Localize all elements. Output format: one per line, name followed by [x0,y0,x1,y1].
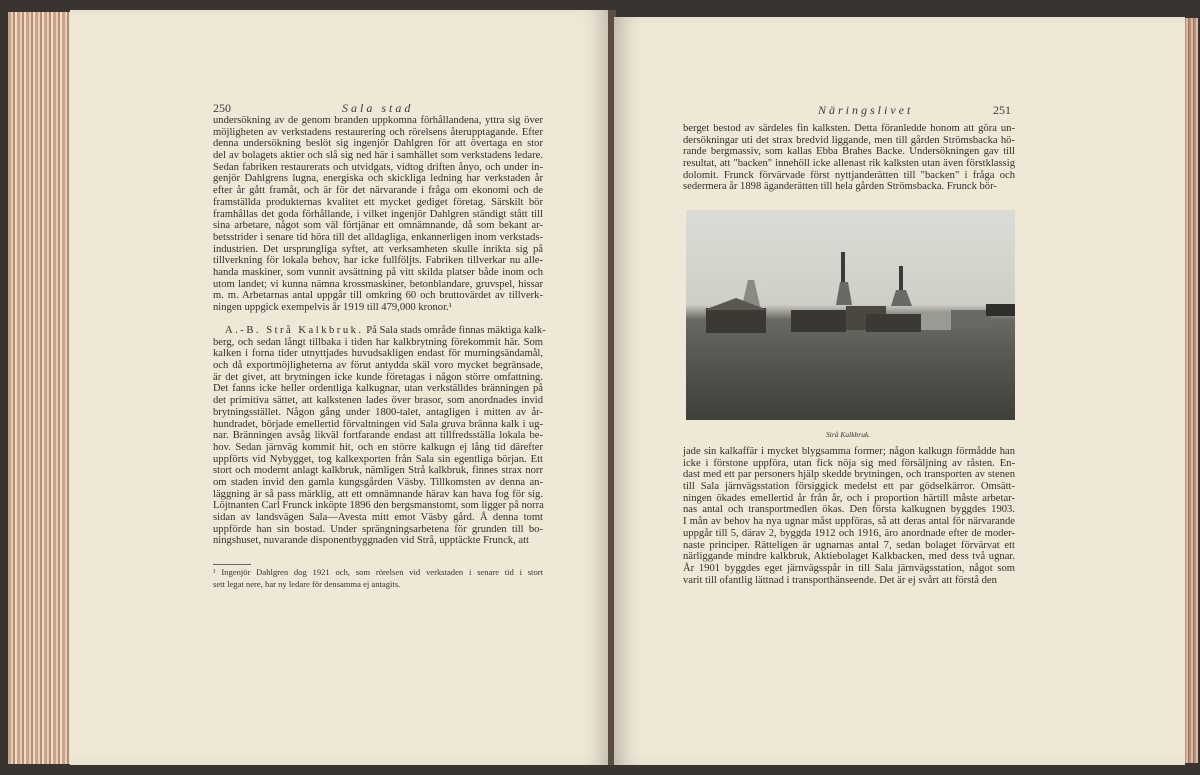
text-line: m. m. Arbetarnas antal uppgår till omkring 60 och bruttovärdet av tillverk- [213,290,543,302]
text-line: nar. Bränningen avsåg likväl fortfarande endast att tillfredsställa lokala be- [213,430,543,442]
text-line: År 1901 byggdes eget järnvägsspår in till Sala järnvägsstation, något som [683,562,1015,574]
text-line: närliggande mindre kalkbruk, Aktiebolaget Kalkbacken, med dess två ugnar. [683,551,1015,563]
text-line: stort och modernt anlagt kalkbruk, nämligen Strå kalkbruk, finnes strax norr [213,465,543,477]
paragraph [213,115,543,314]
text-line: Det fanns icke heller ordentliga kalkugnar, utan verkställdes bränningen på [213,383,543,395]
text-line: ¹ Ingenjör Dahlgren dog 1921 och, som rörelsen vid verkstaden i senare tid i stort [213,567,543,577]
text-line: om staden invid den gamla kungsgården Väsby. Tillkomsten av denna an- [213,476,543,488]
photo-caption: Strå Kalkbruk. [826,430,871,439]
page-edges-right [1184,18,1198,763]
text-line: jade sin kalkaffär i mycket blygsamma former; någon kalkugn förmådde han [683,446,1015,457]
photo-illustration [686,210,1015,420]
text-line: genjör Dahlgrens lugna, energiska och skickliga ledning har verkstaden år [213,173,543,185]
text-line: dolomit. Frunck förvärvade först nyttjanderätten till "backen" i fråga och [683,169,1015,181]
text-line: uppförde han sin bostad. Under sprängningsarbetena för grunden till bo- [213,523,543,535]
footnote [213,567,543,590]
text-line: denna undersökning beslöt sig ingenjör Dahlgren för att övertaga en stor [213,138,543,150]
text-line: naste principer. Rätteligen är ugnarnas antal 7, sedan bolaget förvärvat ett [683,539,1015,551]
page-number: 251 [993,103,1011,117]
text-line: del av bolagets aktier och slå sig ned här i samhället som verkstadens ledare. [213,150,543,162]
text-line: ningen ökades emellertid år från år, och i proportion härtill måste arbetar- [683,492,1015,504]
text-line [213,325,546,337]
text-line: dast med ett par personers hjälp skedde brytningen, och transporten av stenen [683,469,1015,481]
text-line: och då exportmöjligheterna av förut antydda skäl voro mycket begränsade, [213,360,543,372]
text-line: uppförts vid Nybygget, tog kalkexporten från Sala sin egentliga början. Ett [213,453,543,465]
text-line: efter år gått framåt, och är för det närvarande i fråga om ekonomi och de [213,185,543,197]
paragraph [683,446,1015,586]
text-line: framhållas det goda förhållande, i vilket ingenjör Dahlgren ständigt stått till [213,208,543,220]
text-line: ningshuset, nuvarande disponentbyggnaden vid Strå, upptäckte Frunck, att [213,535,529,547]
section-heading: A.-B. Strå Kalkbruk. [225,325,364,336]
text-line: betsstrider i senare tid höra till det alldagliga, enkannerligen inom verkstads- [213,231,543,243]
left-page [70,10,610,765]
text-line: undersökning av de genom branden uppkomna förhållandena, yttra sig över [213,115,543,126]
text-line: brytningsstället. Någon gång under 1800-talet, antagligen i mitten av år- [213,406,543,418]
text-line: sedermera år 1898 äganderätten till hela gården Strömsbacka. Frunck bör- [683,181,997,193]
paragraph [683,123,1015,193]
page-edges-left [8,12,72,764]
text-line: varit till ofantlig lättnad i transporthänseende. Det är ej svårt att förstå den [683,574,997,586]
text-line: framställda produkternas kvalitet ett mycket gediget företag. Särskilt bör [213,196,543,208]
text-line: sett legat nere, har ny ledare för densamma ej antagits. [213,578,401,589]
text-line: berg, och sedan långt tillbaka i tiden har kalkbrytning förekommit här. Som [213,336,543,348]
text-line: utom landet; vi kunna nämna krossmaskiner, betonblandare, gruvspel, hissar [213,278,543,290]
text-line: icke i förstone uppföra, utan fick nöja sig med försäljning av råsten. En- [683,457,1015,469]
text-line: nas antal och transportmedlen ökas. Den första kalkugnen byggdes 1903. [683,504,1015,516]
running-head: Näringslivet [818,103,914,117]
right-page [614,17,1185,765]
text-line: I mån av behov ha nya ugnar måst uppföras, så att deras antal för närvarande [683,516,1015,528]
running-head: Sala stad [342,101,414,115]
text-line: rande bergmassiv, som kallas Ebba Brahes Backe. Undersökningen gav till [683,146,1015,158]
text-line: industrien. Det ursprungliga syftet, att verksamheten skulle inrikta sig på [213,243,543,255]
text-line: dersökningar uti det strax bredvid liggande, men till gården Strömsbacka hö- [683,134,1015,146]
section-paragraph [213,325,546,547]
paragraph-lines [213,337,543,547]
text-line: sina arbetare, något som väl förtjänar ett omnämnande, då som bekant ar- [213,220,543,232]
text-line: ningen uppgick exempelvis år 1919 till 479,000 kronor.¹ [213,302,452,313]
text-line: uppgår till 5, därav 2, byggda 1912 och 1916, äro anordnade efter de moder- [683,527,1015,539]
text-line: handa maskiner, som vunnit avsättning på vitt skilda platser både inom och [213,266,543,278]
text-line: till Sala järnvägsstation försiggick medelst ett par gödselkärror. Omsätt- [683,481,1015,493]
text-line-rest: På Sala stads område finnas mäktiga kalk- [366,325,546,336]
text-line: hov. Sedan järnväg kommit hit, och en större kalkugn ej lång tid därefter [213,441,543,453]
page-number: 250 [213,101,231,115]
text-line: möjligheten av verkstadens restaurering och rörelsens återupptagande. Efter [213,126,543,138]
text-line: Sedan fabriken restaurerats och utvidgats, vidtog driften ånyo, och under in- [213,161,543,173]
text-line: hundradet, började emellertid förvaltningen vid Sala gruva bränna kalk i ug- [213,418,543,430]
text-line: resultat, att "backen" innehöll icke allenast rik kalksten utan även förstklassig [683,158,1015,170]
text-line: berget bestod av särdeles fin kalksten. Detta föranledde honom att göra un- [683,123,1015,134]
text-line: kalken i forna tider utnyttjades huvudsakligen endast för murningsändamål, [213,348,543,360]
footnote-rule [213,564,251,565]
text-line: läggning är så pass märklig, att ett omnämnande härav kan hava fog för sig. [213,488,543,500]
text-line: Löjtnanten Carl Frunck inköpte 1896 den bergsmanstomt, som ligger på norra [213,500,544,512]
text-line: det primitiva sättet, att kalkstenen lades över brasor, som anordnades invid [213,395,543,407]
text-line: är det givet, att brytningen icke kunde företagas i någon större omfattning. [213,371,543,383]
text-line: sidan av landsvägen Sala—Avesta mitt emot Väsby gård. Å denna tomt [213,512,543,523]
text-line: tillverkning för lokala behov, har icke fullföljts. Fabriken tillverkar nu alle- [213,255,543,267]
photo-lime-works [686,210,1015,420]
